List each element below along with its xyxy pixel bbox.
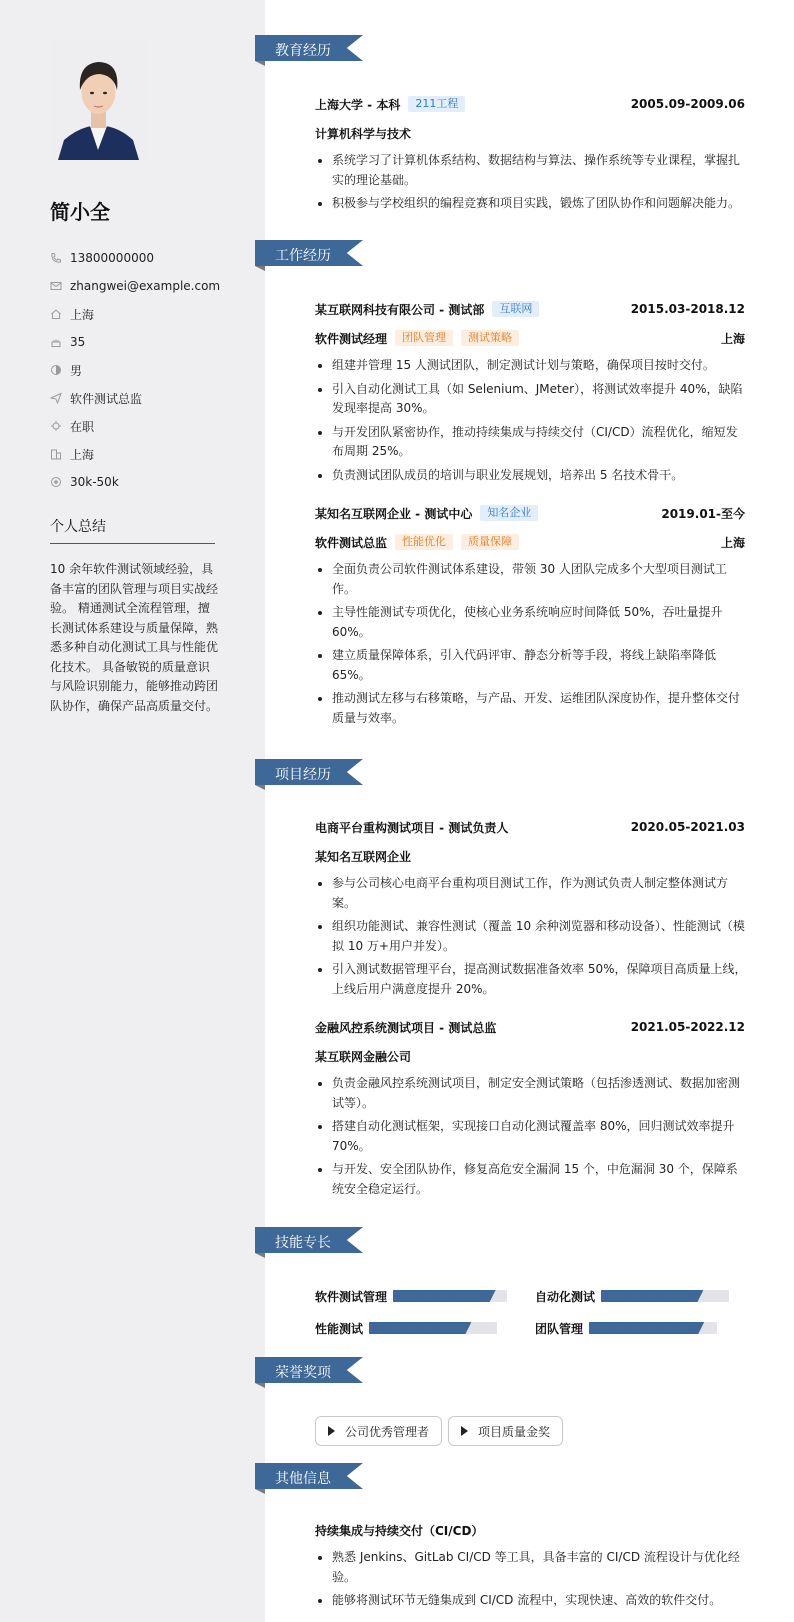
section-title: 项目经历 [275,767,331,783]
section-header-education [255,35,365,65]
work-role-1 [315,329,745,347]
role-tag: 性能优化 [395,534,453,550]
gender-icon [50,364,62,376]
section-title: 教育经历 [275,43,331,59]
phone-icon [50,252,62,264]
other-bullets [315,1548,747,1615]
skill-item [315,1288,507,1304]
project-date: 2021.05-2022.12 [630,1020,745,1034]
list-item: 熟悉 Jenkins、GitLab CI/CD 等工具，具备丰富的 CI/CD 流程设计与优化经验。 [315,1548,747,1587]
contact-home [50,300,220,328]
work-location: 上海 [720,535,745,550]
contact-position [50,384,220,412]
list-item: 推动测试左移与右移策略，与产品、开发、运维团队深度协作，提升整体交付质量与效率。 [315,689,747,728]
company-name: 某知名互联网企业 - 测试中心 [315,506,473,521]
list-item: 参与公司核心电商平台重构项目测试工作，作为测试负责人制定整体测试方案。 [315,874,747,913]
skill-fill [393,1290,496,1302]
work-head-2 [315,504,745,522]
list-item: 引入测试数据管理平台，提高测试数据准备效率 50%，保障项目高质量上线，上线后用户满意度提升 20%。 [315,960,747,999]
summary-text: 10 余年软件测试领域经验，具备丰富的团队管理与项目实战经验。 精通测试全流程管理，擅长测试体系建设与质量保障，熟悉多种自动化测试工具与性能优化技术。 具备敏锐的质量意识与风险识别能力，能够推动跨团队协作，确保产品高质量交付。 [50,562,219,713]
project-org-1 [315,847,745,865]
contact-email-text: zhangwei@example.com [70,279,221,293]
other-title: 持续集成与持续交付（CI/CD） [315,1523,484,1538]
skill-fill [589,1322,704,1334]
skill-fill [369,1322,471,1334]
award-label: 公司优秀管理者 [345,1424,430,1439]
summary-title: 个人总结 [50,519,106,535]
project-org: 某知名互联网企业 [315,849,412,864]
award-label: 项目质量金奖 [478,1424,551,1439]
section-header-skills [255,1227,365,1257]
project-title: 电商平台重构测试项目 - 测试负责人 [315,820,509,835]
education-date: 2005.09-2009.06 [630,97,745,111]
skill-name: 性能测试 [315,1321,364,1336]
summary-divider [50,543,215,544]
contact-home-text: 上海 [70,307,95,322]
email-icon [50,280,62,292]
project-bullets-1 [315,874,747,1003]
contact-position-text: 软件测试总监 [70,391,143,406]
project-head-2 [315,1018,745,1036]
section-title: 技能专长 [275,1235,331,1251]
list-item: 全面负责公司软件测试体系建设，带领 30 人团队完成多个大型项目测试工作。 [315,560,747,599]
education-head [315,95,745,113]
list-item: 与开发、安全团队协作，修复高危安全漏洞 15 个，中危漏洞 30 个，保障系统安全稳定运行。 [315,1160,747,1199]
list-item: 建立质量保障体系，引入代码评审、静态分析等手段，将线上缺陷率降低 65%。 [315,646,747,685]
section-title: 工作经历 [275,248,331,264]
list-item: 能够将测试环节无缝集成到 CI/CD 流程中，实现快速、高效的软件交付。 [315,1591,747,1611]
section-header-projects [255,759,365,789]
list-item: 负责测试团队成员的培训与职业发展规划，培养出 5 名技术骨干。 [315,466,747,486]
list-item: 主导性能测试专项优化，使核心业务系统响应时间降低 50%，吞吐量提升 60%。 [315,603,747,642]
award-chip [315,1416,442,1446]
home-icon [50,308,62,320]
project-bullets-2 [315,1074,747,1203]
profile-photo [50,40,147,160]
work-role-2 [315,533,745,551]
list-item: 引入自动化测试工具（如 Selenium、JMeter），将测试效率提升 40%，缺陷发现率提高 30%。 [315,380,747,419]
school-tag: 211工程 [408,96,465,112]
list-item: 搭建自动化测试框架，实现接口自动化测试覆盖率 80%，回归测试效率提升 70%。 [315,1117,747,1156]
play-icon [328,1426,335,1436]
section-title: 其他信息 [275,1471,331,1487]
project-org-2 [315,1047,745,1065]
contact-age-text: 35 [70,335,86,349]
project-title: 金融风控系统测试项目 - 测试总监 [315,1020,497,1035]
city-icon [50,448,62,460]
role-tag: 质量保障 [461,534,519,550]
contact-age [50,328,220,356]
position-icon [50,392,62,404]
work-bullets-2 [315,560,747,732]
list-item: 组建并管理 15 人测试团队，制定测试计划与策略，确保项目按时交付。 [315,356,747,376]
role-name: 软件测试总监 [315,535,388,550]
age-icon [50,336,62,348]
section-title: 荣誉奖项 [275,1365,331,1381]
work-location: 上海 [720,331,745,346]
skill-name: 软件测试管理 [315,1289,388,1304]
education-major [315,124,745,142]
work-head-1 [315,300,745,318]
major-name: 计算机科学与技术 [315,126,412,141]
skill-bar [589,1322,717,1334]
skill-name: 自动化测试 [535,1289,596,1304]
avatar [50,40,147,160]
list-item: 负责金融风控系统测试项目，制定安全测试策略（包括渗透测试、数据加密测试等）。 [315,1074,747,1113]
work-bullets-1 [315,356,747,489]
work-date: 2015.03-2018.12 [630,302,745,316]
contact-list [50,244,220,496]
other-head [315,1521,745,1539]
skill-item [535,1320,717,1336]
project-date: 2020.05-2021.03 [630,820,745,834]
role-name: 软件测试经理 [315,331,388,346]
list-item: 积极参与学校组织的编程竞赛和项目实践，锻炼了团队协作和问题解决能力。 [315,194,747,214]
section-header-work [255,240,365,270]
contact-phone [50,244,220,272]
company-tag: 知名企业 [480,505,538,521]
skill-item [535,1288,729,1304]
education-bullets [315,151,747,218]
contact-phone-text: 13800000000 [70,251,154,265]
contact-salary-text: 30k-50k [70,475,119,489]
contact-city [50,440,220,468]
skill-fill [601,1290,703,1302]
skill-name: 团队管理 [535,1321,584,1336]
section-header-awards [255,1357,365,1387]
company-tag: 互联网 [492,301,539,317]
contact-gender-text: 男 [70,363,83,378]
contact-gender [50,356,220,384]
project-org: 某互联网金融公司 [315,1049,412,1064]
company-name: 某互联网科技有限公司 - 测试部 [315,302,485,317]
role-tag: 测试策略 [461,330,519,346]
contact-status [50,412,220,440]
contact-city-text: 上海 [70,447,95,462]
contact-salary [50,468,220,496]
skill-item [315,1320,497,1336]
school-name: 上海大学 - 本科 [315,97,401,112]
work-date: 2019.01-至今 [661,506,745,521]
salary-icon [50,476,62,488]
award-chip [448,1416,563,1446]
list-item: 系统学习了计算机体系结构、数据结构与算法、操作系统等专业课程，掌握扎实的理论基础。 [315,151,747,190]
contact-status-text: 在职 [70,419,95,434]
list-item: 与开发团队紧密协作，推动持续集成与持续交付（CI/CD）流程优化，缩短发布周期 25%。 [315,423,747,462]
role-tag: 团队管理 [395,330,453,346]
list-item: 组织功能测试、兼容性测试（覆盖 10 余种浏览器和移动设备）、性能测试（模拟 10 万+用户并发）。 [315,917,747,956]
skill-bar [369,1322,497,1334]
project-head-1 [315,818,745,836]
section-header-other [255,1463,365,1493]
skill-bar [601,1290,729,1302]
person-name: 简小全 [50,200,110,224]
skill-bar [393,1290,507,1302]
play-icon [461,1426,468,1436]
status-icon [50,420,62,432]
contact-email [50,272,220,300]
sidebar [0,0,265,1622]
